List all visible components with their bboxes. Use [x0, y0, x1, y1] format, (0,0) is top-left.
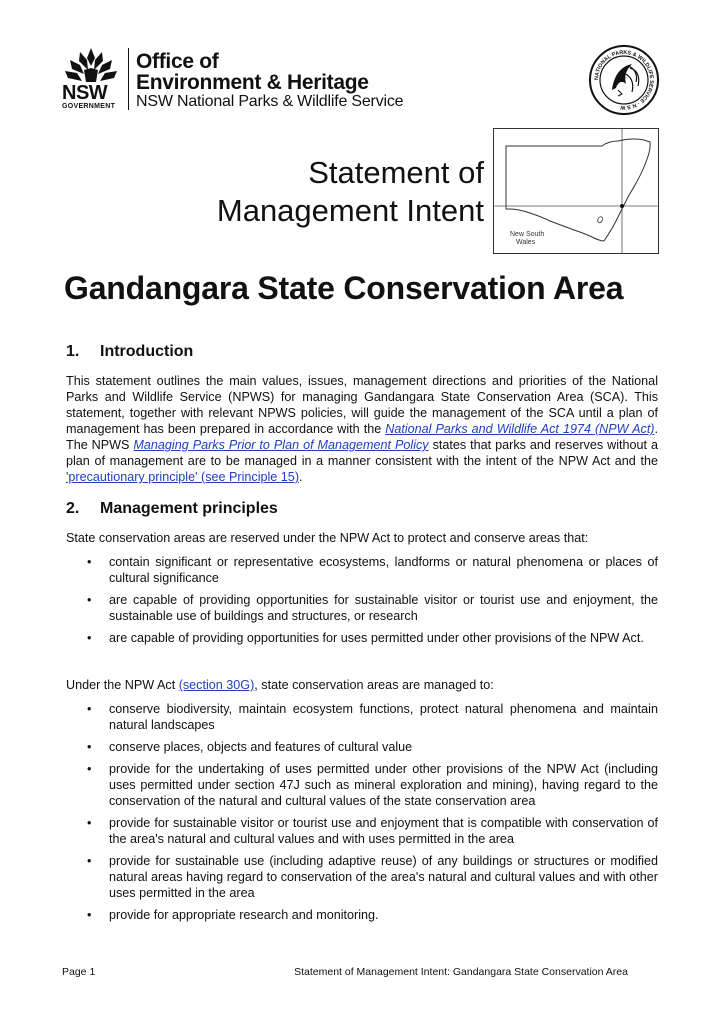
list-item: • provide for appropriate research and monitoring.: [87, 908, 379, 922]
statement-title: [217, 154, 484, 230]
location-marker: [620, 204, 624, 208]
waratah-icon: [62, 46, 120, 86]
emblem-text: NATIONAL PARKS & WILDLIFE SERVICE · N S W: [593, 49, 655, 111]
government-wordmark: GOVERNMENT: [62, 103, 116, 110]
list-item: • contain significant or representative ecosystems, landforms or natural phenomena or places of cultural significance: [87, 555, 658, 585]
list-item: • conserve places, objects and features of cultural value: [87, 740, 413, 754]
management-objectives-list: [66, 701, 658, 923]
precautionary-principle-link[interactable]: 'precautionary principle' (see Principle 15): [66, 470, 300, 484]
org-name-line2: Environment & Heritage: [136, 71, 369, 94]
list-item: • are capable of providing opportunities for uses permitted under other provisions of the NPW Act.: [87, 631, 644, 645]
document-title: Gandangara State Conservation Area: [64, 270, 624, 306]
running-footer-title: Statement of Management Intent: Gandangara State Conservation Area: [294, 966, 628, 978]
managed-to-intro: Under the NPW Act (section 30G), state conservation areas are managed to:: [66, 678, 494, 692]
org-name-line1: Office of: [136, 50, 219, 73]
section-30g-link[interactable]: (section 30G): [178, 678, 255, 692]
org-name-line3: NSW National Parks & Wildlife Service: [136, 93, 404, 110]
npw-act-link[interactable]: National Parks and Wildlife Act 1974 (NPW Act): [385, 422, 655, 436]
list-item: • provide for sustainable visitor or tourist use and enjoyment that is compatible with conservation of the area's natural and cultural values and with uses permitted in the area: [87, 816, 658, 846]
map-label: New South Wales: [510, 231, 545, 246]
section-heading-introduction: 1. Introduction: [66, 343, 194, 360]
introduction-paragraph: This statement outlines the main values, issues, management directions and priorities of the National Parks and Wildlife Service (NPWS) for managing Gandangara State Conservation Area (SCA). This statement, together with relevant NPWS policies, will guide the management of the SCA until a plan of management has been prepared in accordance with the National Parks and Wildlife Act 1974 (NPW Act). The NPWS Managing Parks Prior to Plan of Management Policy states that parks and reserves without a plan of management are to be managed in a manner consistent with the intent of the NPW Act and the 'precautionary principle' (see Principle 15).: [66, 374, 659, 484]
list-item: • conserve biodiversity, maintain ecosystem functions, protect natural phenomena and maintain natural landscapes: [87, 702, 658, 732]
lyrebird-icon: [612, 64, 639, 96]
section-heading-management-principles: 2. Management principles: [66, 500, 278, 517]
location-map: [493, 128, 659, 254]
reserve-purposes-list: [66, 554, 658, 646]
list-item: • provide for the undertaking of uses permitted under other provisions of the NPW Act (including uses permitted under section 47J such as mineral exploration and mining), having regard to the conservation of the natural and cultural values of the state conservation area: [87, 762, 658, 808]
statement-title-line1: Statement of: [308, 155, 484, 190]
list-item: • are capable of providing opportunities for sustainable visitor or tourist use and enjoyment, the sustainable use of buildings and structures, or research: [87, 593, 658, 623]
nsw-wordmark: NSW: [62, 82, 108, 104]
managing-parks-policy-link[interactable]: Managing Parks Prior to Plan of Management Policy: [133, 438, 429, 452]
management-principles-intro: State conservation areas are reserved under the NPW Act to protect and conserve areas that:: [66, 531, 589, 545]
nsw-government-logo: [60, 46, 122, 112]
page-number: Page 1: [62, 966, 96, 978]
logo-divider: [128, 48, 129, 110]
statement-title-line2: Management Intent: [216, 193, 484, 228]
npws-emblem: [588, 44, 660, 116]
list-item: • provide for sustainable use (including adaptive reuse) of any buildings or structures or modified natural areas having regard to conservation of the area's natural and cultural values and with other uses permitted in the area: [87, 854, 658, 900]
